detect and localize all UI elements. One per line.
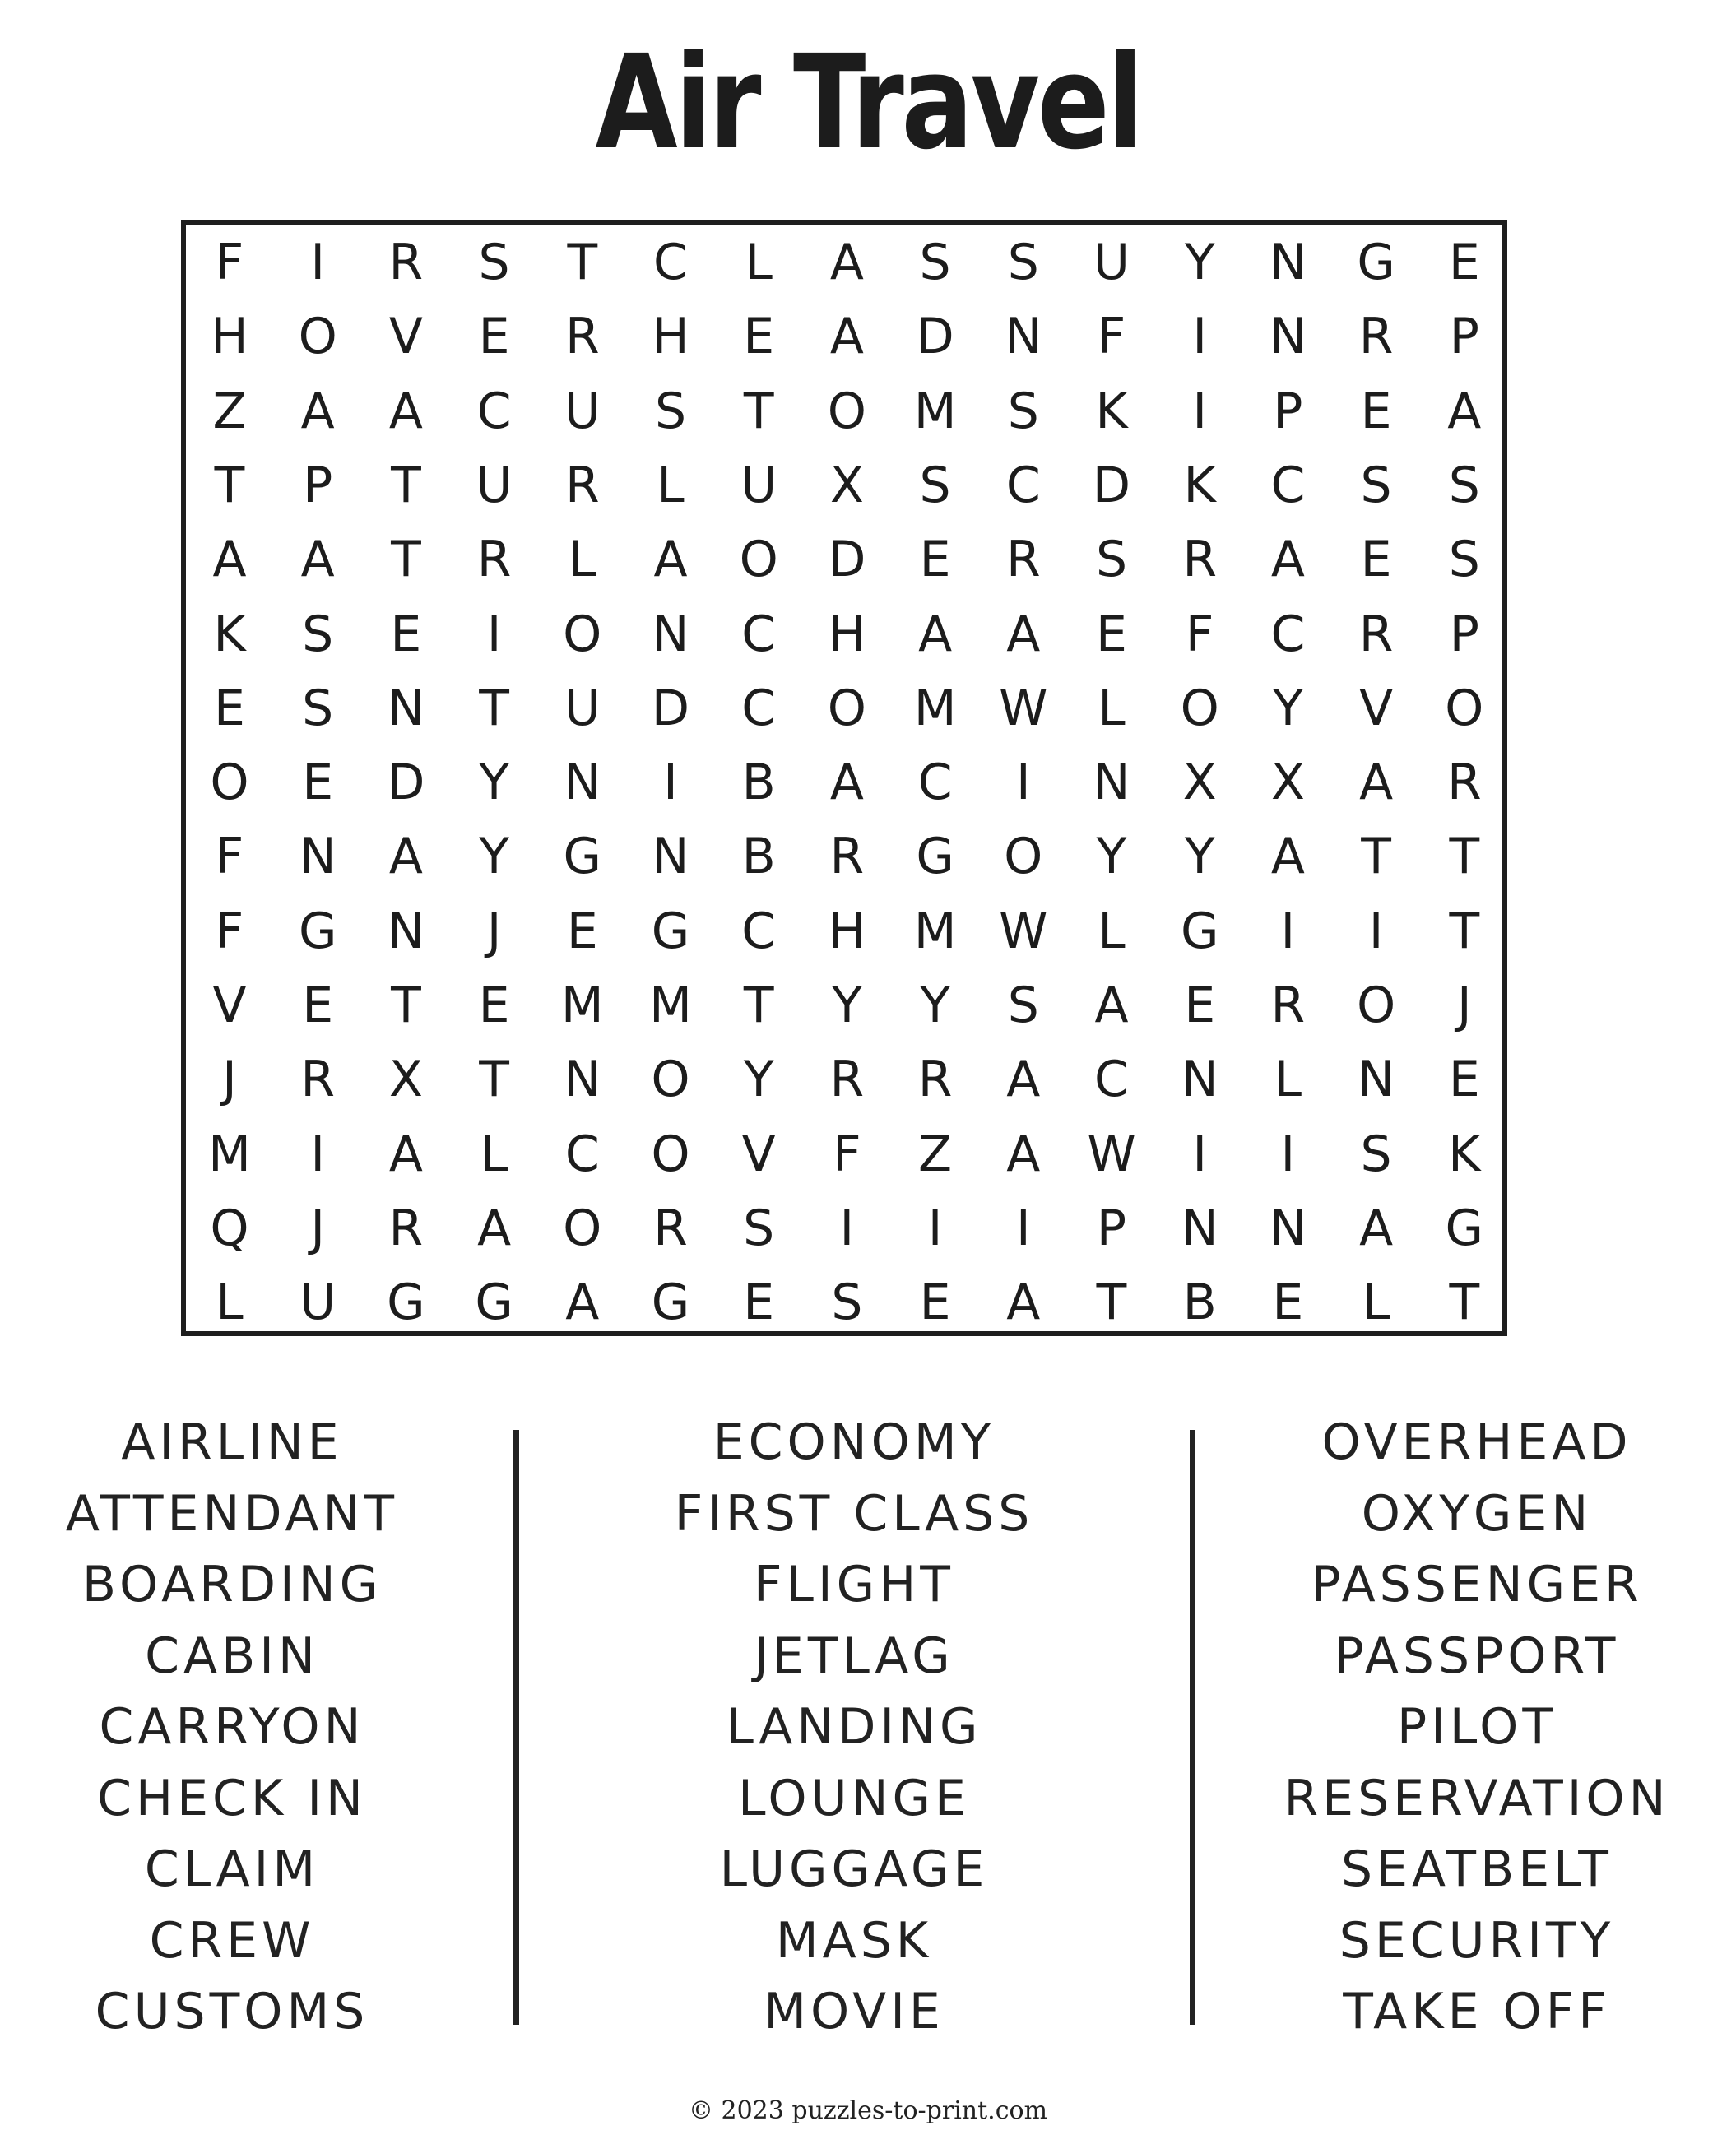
word-list-item: MOVIE bbox=[764, 1983, 945, 2040]
grid-letter[interactable]: G bbox=[298, 902, 337, 960]
grid-letter[interactable]: O bbox=[651, 1125, 690, 1183]
grid-letter[interactable]: S bbox=[1360, 456, 1392, 514]
grid-letter[interactable]: G bbox=[387, 1274, 425, 1332]
grid-letter[interactable]: L bbox=[1362, 1274, 1390, 1332]
grid-letter[interactable]: D bbox=[1092, 456, 1131, 514]
grid-letter[interactable]: W bbox=[999, 902, 1048, 960]
grid-letter[interactable]: P bbox=[303, 456, 333, 514]
word-list-item: SECURITY bbox=[1339, 1911, 1615, 1970]
grid-letter[interactable]: A bbox=[918, 605, 953, 663]
word-list-item: FLIGHT bbox=[754, 1556, 954, 1613]
grid-letter[interactable]: N bbox=[299, 828, 337, 886]
grid-letter[interactable]: T bbox=[743, 382, 774, 440]
grid-letter[interactable]: R bbox=[388, 234, 424, 291]
grid-letter[interactable]: U bbox=[1093, 234, 1130, 291]
grid-letter[interactable]: E bbox=[1360, 382, 1392, 440]
grid-letter[interactable]: X bbox=[1182, 754, 1217, 812]
grid-letter[interactable]: C bbox=[741, 902, 777, 960]
word-list-item: BOARDING bbox=[81, 1556, 383, 1613]
word-list-item: OXYGEN bbox=[1361, 1484, 1593, 1543]
grid-letter[interactable]: R bbox=[829, 1051, 865, 1109]
word-list-item: CABIN bbox=[145, 1627, 319, 1685]
grid-letter[interactable]: E bbox=[743, 1274, 775, 1332]
grid-letter[interactable]: G bbox=[1180, 902, 1219, 960]
grid-letter[interactable]: O bbox=[563, 1199, 602, 1257]
grid-letter[interactable]: A bbox=[388, 828, 423, 886]
grid-letter[interactable]: I bbox=[1280, 902, 1296, 960]
grid-letter[interactable]: T bbox=[567, 234, 598, 291]
grid-letter[interactable]: N bbox=[652, 605, 689, 663]
grid-letter[interactable]: T bbox=[1096, 1274, 1127, 1332]
grid-letter[interactable]: G bbox=[475, 1274, 513, 1332]
word-list-item: PASSENGER bbox=[1311, 1556, 1643, 1613]
grid-letter[interactable]: M bbox=[649, 977, 692, 1034]
grid-letter[interactable]: A bbox=[829, 754, 864, 812]
grid-letter[interactable]: F bbox=[215, 828, 244, 886]
grid-letter[interactable]: R bbox=[653, 1199, 688, 1257]
grid-letter[interactable]: U bbox=[564, 382, 601, 440]
grid-letter[interactable]: F bbox=[215, 234, 244, 291]
grid-letter[interactable]: N bbox=[564, 754, 601, 812]
grid-letter[interactable]: A bbox=[1006, 1125, 1041, 1183]
grid-letter[interactable]: A bbox=[1270, 531, 1305, 589]
grid-letter[interactable]: C bbox=[1094, 1051, 1129, 1109]
grid-letter[interactable]: M bbox=[560, 977, 604, 1034]
grid-letter[interactable]: Y bbox=[920, 977, 950, 1034]
word-list-item: CARRYON bbox=[99, 1698, 365, 1756]
grid-letter[interactable]: I bbox=[1015, 1199, 1031, 1257]
grid-letter[interactable]: P bbox=[1449, 605, 1479, 663]
grid-letter[interactable]: R bbox=[564, 308, 600, 366]
word-list-item: CLAIM bbox=[144, 1840, 320, 1898]
grid-letter[interactable]: G bbox=[651, 1274, 690, 1332]
grid-letter[interactable]: C bbox=[917, 754, 953, 812]
grid-letter[interactable]: L bbox=[745, 234, 773, 291]
grid-letter[interactable]: V bbox=[1359, 679, 1394, 737]
grid-letter[interactable]: F bbox=[833, 1125, 861, 1183]
grid-letter[interactable]: E bbox=[390, 605, 422, 663]
grid-letter[interactable]: S bbox=[1007, 234, 1039, 291]
grid-letter[interactable]: W bbox=[1087, 1125, 1136, 1183]
word-list-item: FIRST CLASS bbox=[674, 1484, 1034, 1543]
grid-letter[interactable]: T bbox=[1449, 1274, 1480, 1332]
grid-letter[interactable]: D bbox=[916, 308, 954, 366]
grid-letter[interactable]: A bbox=[300, 382, 335, 440]
grid-letter[interactable]: L bbox=[1098, 902, 1126, 960]
grid-letter[interactable]: A bbox=[1359, 1199, 1394, 1257]
grid-letter[interactable]: M bbox=[913, 382, 957, 440]
grid-letter[interactable]: I bbox=[839, 1199, 855, 1257]
grid-letter[interactable]: J bbox=[222, 1051, 237, 1109]
grid-letter[interactable]: N bbox=[1269, 234, 1307, 291]
grid-letter[interactable]: R bbox=[564, 456, 600, 514]
grid-letter[interactable]: R bbox=[829, 828, 865, 886]
grid-letter[interactable]: B bbox=[741, 754, 776, 812]
grid-letter[interactable]: R bbox=[300, 1051, 336, 1109]
grid-letter[interactable]: C bbox=[476, 382, 512, 440]
grid-letter[interactable]: N bbox=[564, 1051, 601, 1109]
grid-letter[interactable]: U bbox=[740, 456, 777, 514]
grid-letter[interactable]: T bbox=[1361, 828, 1391, 886]
grid-letter[interactable]: V bbox=[388, 308, 423, 366]
grid-letter[interactable]: Y bbox=[1096, 828, 1127, 886]
grid-letter[interactable]: F bbox=[1097, 308, 1126, 366]
grid-letter[interactable]: L bbox=[1098, 679, 1126, 737]
grid-letter[interactable]: K bbox=[1095, 382, 1128, 440]
grid-letter[interactable]: I bbox=[1192, 1125, 1208, 1183]
word-list-item: PASSPORT bbox=[1334, 1627, 1620, 1685]
grid-letter[interactable]: S bbox=[919, 456, 951, 514]
grid-letter[interactable]: S bbox=[478, 234, 510, 291]
grid-letter[interactable]: C bbox=[1005, 456, 1041, 514]
grid-letter[interactable]: D bbox=[651, 679, 690, 737]
word-list-item: PILOT bbox=[1396, 1698, 1557, 1756]
grid-letter[interactable]: R bbox=[917, 1051, 953, 1109]
grid-letter[interactable]: N bbox=[1358, 1051, 1395, 1109]
grid-letter[interactable]: O bbox=[827, 382, 866, 440]
grid-letter[interactable]: H bbox=[828, 605, 866, 663]
grid-letter[interactable]: E bbox=[1272, 1274, 1304, 1332]
grid-letter[interactable]: Y bbox=[1184, 828, 1215, 886]
grid-letter[interactable]: I bbox=[310, 234, 326, 291]
grid-row bbox=[186, 225, 1502, 299]
grid-letter[interactable]: K bbox=[1183, 456, 1216, 514]
grid-row bbox=[186, 1117, 1502, 1191]
grid-row bbox=[186, 448, 1502, 522]
grid-letter[interactable]: B bbox=[1182, 1274, 1217, 1332]
grid-letter[interactable]: E bbox=[919, 531, 951, 589]
grid-letter[interactable]: Z bbox=[918, 1125, 953, 1183]
grid-row bbox=[186, 597, 1502, 671]
grid-letter[interactable]: S bbox=[1095, 531, 1128, 589]
grid-letter[interactable]: M bbox=[208, 1125, 251, 1183]
page-title: Air Travel bbox=[595, 27, 1141, 179]
grid-letter[interactable]: V bbox=[212, 977, 247, 1034]
grid-letter[interactable]: O bbox=[1180, 679, 1219, 737]
letter-grid-rows bbox=[186, 225, 1502, 1331]
column-divider-left bbox=[513, 1430, 519, 2025]
grid-letter[interactable]: T bbox=[1449, 828, 1480, 886]
grid-letter[interactable]: I bbox=[1280, 1125, 1296, 1183]
grid-letter[interactable]: S bbox=[302, 679, 334, 737]
grid-letter[interactable]: T bbox=[743, 977, 774, 1034]
word-list-item: JETLAG bbox=[754, 1627, 954, 1685]
grid-letter[interactable]: A bbox=[477, 1199, 512, 1257]
grid-letter[interactable]: E bbox=[919, 1274, 951, 1332]
grid-letter[interactable]: F bbox=[215, 902, 244, 960]
grid-row bbox=[186, 1042, 1502, 1116]
grid-letter[interactable]: P bbox=[1273, 382, 1303, 440]
grid-letter[interactable]: P bbox=[1096, 1199, 1127, 1257]
word-list-item: CREW bbox=[149, 1911, 315, 1970]
grid-letter[interactable]: S bbox=[743, 1199, 775, 1257]
grid-letter[interactable]: E bbox=[1448, 234, 1480, 291]
grid-letter[interactable]: K bbox=[1448, 1125, 1481, 1183]
grid-letter[interactable]: T bbox=[479, 679, 509, 737]
grid-letter[interactable]: X bbox=[388, 1051, 423, 1109]
word-list-item: LUGGAGE bbox=[719, 1840, 989, 1898]
grid-letter[interactable]: G bbox=[563, 828, 602, 886]
word-list-column-3 bbox=[1189, 1407, 1736, 2048]
grid-letter[interactable]: E bbox=[1448, 1051, 1480, 1109]
grid-row bbox=[186, 819, 1502, 893]
grid-letter[interactable]: R bbox=[476, 531, 512, 589]
grid-letter[interactable]: A bbox=[829, 234, 864, 291]
grid-letter[interactable]: T bbox=[391, 977, 421, 1034]
grid-letter[interactable]: Y bbox=[1273, 679, 1303, 737]
grid-letter[interactable]: Z bbox=[212, 382, 247, 440]
grid-letter[interactable]: A bbox=[1447, 382, 1482, 440]
grid-letter[interactable]: K bbox=[213, 605, 246, 663]
grid-row bbox=[186, 374, 1502, 448]
grid-letter[interactable]: Y bbox=[1184, 234, 1215, 291]
grid-letter[interactable]: A bbox=[829, 308, 864, 366]
grid-letter[interactable]: E bbox=[478, 977, 510, 1034]
grid-letter[interactable]: J bbox=[486, 902, 502, 960]
grid-letter[interactable]: O bbox=[651, 1051, 690, 1109]
grid-letter[interactable]: N bbox=[652, 828, 689, 886]
word-list-item: ECONOMY bbox=[713, 1413, 996, 1471]
grid-letter[interactable]: S bbox=[302, 605, 334, 663]
grid-letter[interactable]: F bbox=[1185, 605, 1214, 663]
grid-letter[interactable]: S bbox=[1360, 1125, 1392, 1183]
grid-letter[interactable]: P bbox=[1449, 308, 1479, 366]
grid-letter[interactable]: A bbox=[388, 382, 423, 440]
grid-letter[interactable]: E bbox=[1360, 531, 1392, 589]
grid-letter[interactable]: Y bbox=[832, 977, 862, 1034]
grid-letter[interactable]: N bbox=[1181, 1199, 1218, 1257]
grid-letter[interactable]: I bbox=[310, 1125, 326, 1183]
grid-letter[interactable]: N bbox=[387, 679, 425, 737]
grid-letter[interactable]: L bbox=[216, 1274, 244, 1332]
grid-letter[interactable]: I bbox=[927, 1199, 943, 1257]
grid-letter[interactable]: T bbox=[479, 1051, 509, 1109]
grid-letter[interactable]: H bbox=[652, 308, 689, 366]
grid-letter[interactable]: J bbox=[310, 1199, 326, 1257]
grid-letter[interactable]: E bbox=[478, 308, 510, 366]
grid-letter[interactable]: C bbox=[564, 1125, 600, 1183]
grid-letter[interactable]: A bbox=[1006, 1051, 1041, 1109]
grid-letter[interactable]: T bbox=[391, 456, 421, 514]
grid-letter[interactable]: S bbox=[1448, 456, 1480, 514]
grid-letter[interactable]: S bbox=[831, 1274, 863, 1332]
grid-letter[interactable]: N bbox=[1005, 308, 1042, 366]
grid-row bbox=[186, 745, 1502, 819]
grid-letter[interactable]: O bbox=[1445, 679, 1484, 737]
grid-letter[interactable]: X bbox=[1270, 754, 1305, 812]
grid-row bbox=[186, 1191, 1502, 1265]
grid-letter[interactable]: I bbox=[1368, 902, 1384, 960]
grid-letter[interactable]: A bbox=[1006, 605, 1041, 663]
grid-row bbox=[186, 522, 1502, 596]
grid-letter[interactable]: H bbox=[828, 902, 866, 960]
grid-letter[interactable]: M bbox=[913, 902, 957, 960]
word-list-item: AIRLINE bbox=[121, 1413, 343, 1471]
grid-letter[interactable]: A bbox=[388, 1125, 423, 1183]
grid-letter[interactable]: T bbox=[214, 456, 245, 514]
grid-letter[interactable]: G bbox=[651, 902, 690, 960]
grid-letter[interactable]: E bbox=[214, 679, 245, 737]
grid-letter[interactable]: E bbox=[743, 308, 775, 366]
grid-letter[interactable]: W bbox=[999, 679, 1048, 737]
grid-letter[interactable]: L bbox=[657, 456, 685, 514]
grid-letter[interactable]: S bbox=[654, 382, 687, 440]
word-list-item: CUSTOMS bbox=[95, 1983, 369, 2040]
word-list-column-1 bbox=[0, 1407, 520, 2048]
grid-row bbox=[186, 299, 1502, 374]
grid-letter[interactable]: I bbox=[663, 754, 678, 812]
grid-letter[interactable]: M bbox=[913, 679, 957, 737]
grid-letter[interactable]: C bbox=[653, 234, 688, 291]
grid-letter[interactable]: O bbox=[563, 605, 602, 663]
grid-letter[interactable]: N bbox=[1093, 754, 1130, 812]
grid-letter[interactable]: S bbox=[1007, 977, 1039, 1034]
grid-letter[interactable]: A bbox=[212, 531, 247, 589]
grid-letter[interactable]: A bbox=[1094, 977, 1129, 1034]
copyright-footer: © 2023 puzzles-to-print.com bbox=[688, 2096, 1048, 2125]
grid-letter[interactable]: N bbox=[1269, 1199, 1307, 1257]
letter-grid bbox=[181, 220, 1507, 1336]
grid-letter[interactable]: O bbox=[1004, 828, 1043, 886]
grid-letter[interactable]: A bbox=[1359, 754, 1394, 812]
grid-letter[interactable]: J bbox=[1456, 977, 1472, 1034]
grid-row bbox=[186, 968, 1502, 1042]
grid-letter[interactable]: L bbox=[480, 1125, 508, 1183]
grid-letter[interactable]: S bbox=[1007, 382, 1039, 440]
grid-letter[interactable]: R bbox=[1446, 754, 1482, 812]
grid-letter[interactable]: I bbox=[1015, 754, 1031, 812]
grid-letter[interactable]: C bbox=[1270, 605, 1306, 663]
grid-letter[interactable]: A bbox=[1006, 1274, 1041, 1332]
grid-row bbox=[186, 1265, 1502, 1339]
grid-letter[interactable]: R bbox=[1358, 605, 1394, 663]
grid-letter[interactable]: R bbox=[388, 1199, 424, 1257]
word-list-item: LOUNGE bbox=[738, 1769, 970, 1827]
grid-letter[interactable]: E bbox=[302, 754, 334, 812]
grid-letter[interactable]: C bbox=[741, 605, 777, 663]
grid-letter[interactable]: A bbox=[565, 1274, 600, 1332]
grid-letter[interactable]: O bbox=[827, 679, 866, 737]
word-list-item: TAKE OFF bbox=[1343, 1983, 1611, 2040]
grid-letter[interactable]: O bbox=[298, 308, 337, 366]
grid-letter[interactable]: Y bbox=[743, 1051, 774, 1109]
grid-letter[interactable]: H bbox=[211, 308, 248, 366]
grid-letter[interactable]: G bbox=[916, 828, 954, 886]
grid-letter[interactable]: C bbox=[1270, 456, 1306, 514]
grid-letter[interactable]: I bbox=[1192, 382, 1208, 440]
word-list-item: LANDING bbox=[726, 1698, 982, 1756]
grid-letter[interactable]: N bbox=[1181, 1051, 1218, 1109]
word-list-column-2 bbox=[566, 1407, 1142, 2048]
grid-letter[interactable]: Y bbox=[479, 828, 509, 886]
grid-row bbox=[186, 671, 1502, 745]
grid-letter[interactable]: D bbox=[828, 531, 866, 589]
grid-letter[interactable]: Y bbox=[479, 754, 509, 812]
grid-letter[interactable]: X bbox=[829, 456, 864, 514]
grid-letter[interactable]: S bbox=[919, 234, 951, 291]
grid-letter[interactable]: A bbox=[1270, 828, 1305, 886]
grid-letter[interactable]: I bbox=[486, 605, 502, 663]
grid-letter[interactable]: R bbox=[1270, 977, 1306, 1034]
grid-letter[interactable]: T bbox=[1449, 902, 1480, 960]
grid-letter[interactable]: E bbox=[1184, 977, 1216, 1034]
grid-letter[interactable]: A bbox=[653, 531, 688, 589]
word-list-item: ATTENDANT bbox=[65, 1484, 399, 1543]
grid-letter[interactable]: R bbox=[1358, 308, 1394, 366]
grid-letter[interactable]: E bbox=[566, 902, 598, 960]
grid-letter[interactable]: N bbox=[1269, 308, 1307, 366]
grid-letter[interactable]: U bbox=[299, 1274, 337, 1332]
grid-letter[interactable]: G bbox=[1445, 1199, 1484, 1257]
grid-letter[interactable]: U bbox=[564, 679, 601, 737]
grid-letter[interactable]: S bbox=[1448, 531, 1480, 589]
grid-letter[interactable]: A bbox=[300, 531, 335, 589]
grid-letter[interactable]: N bbox=[387, 902, 425, 960]
grid-letter[interactable]: T bbox=[391, 531, 421, 589]
grid-letter[interactable]: O bbox=[739, 531, 778, 589]
grid-letter[interactable]: V bbox=[741, 1125, 776, 1183]
grid-letter[interactable]: I bbox=[1192, 308, 1208, 366]
grid-letter[interactable]: C bbox=[741, 679, 777, 737]
grid-letter[interactable]: R bbox=[1182, 531, 1218, 589]
grid-letter[interactable]: R bbox=[1005, 531, 1041, 589]
grid-letter[interactable]: O bbox=[210, 754, 249, 812]
grid-letter[interactable]: B bbox=[741, 828, 776, 886]
grid-letter[interactable]: Q bbox=[210, 1199, 249, 1257]
word-list-item: MASK bbox=[775, 1911, 933, 1970]
grid-letter[interactable]: L bbox=[569, 531, 596, 589]
word-list-item: SEATBELT bbox=[1341, 1840, 1613, 1898]
grid-letter[interactable]: G bbox=[1357, 234, 1395, 291]
grid-letter[interactable]: E bbox=[302, 977, 334, 1034]
grid-letter[interactable]: U bbox=[476, 456, 513, 514]
grid-letter[interactable]: L bbox=[1274, 1051, 1302, 1109]
grid-letter[interactable]: D bbox=[387, 754, 425, 812]
grid-letter[interactable]: O bbox=[1356, 977, 1396, 1034]
word-list-item: CHECK IN bbox=[97, 1769, 367, 1827]
grid-row bbox=[186, 894, 1502, 968]
word-list-item: RESERVATION bbox=[1283, 1769, 1670, 1827]
grid-letter[interactable]: E bbox=[1096, 605, 1127, 663]
word-list-item: OVERHEAD bbox=[1321, 1413, 1632, 1471]
